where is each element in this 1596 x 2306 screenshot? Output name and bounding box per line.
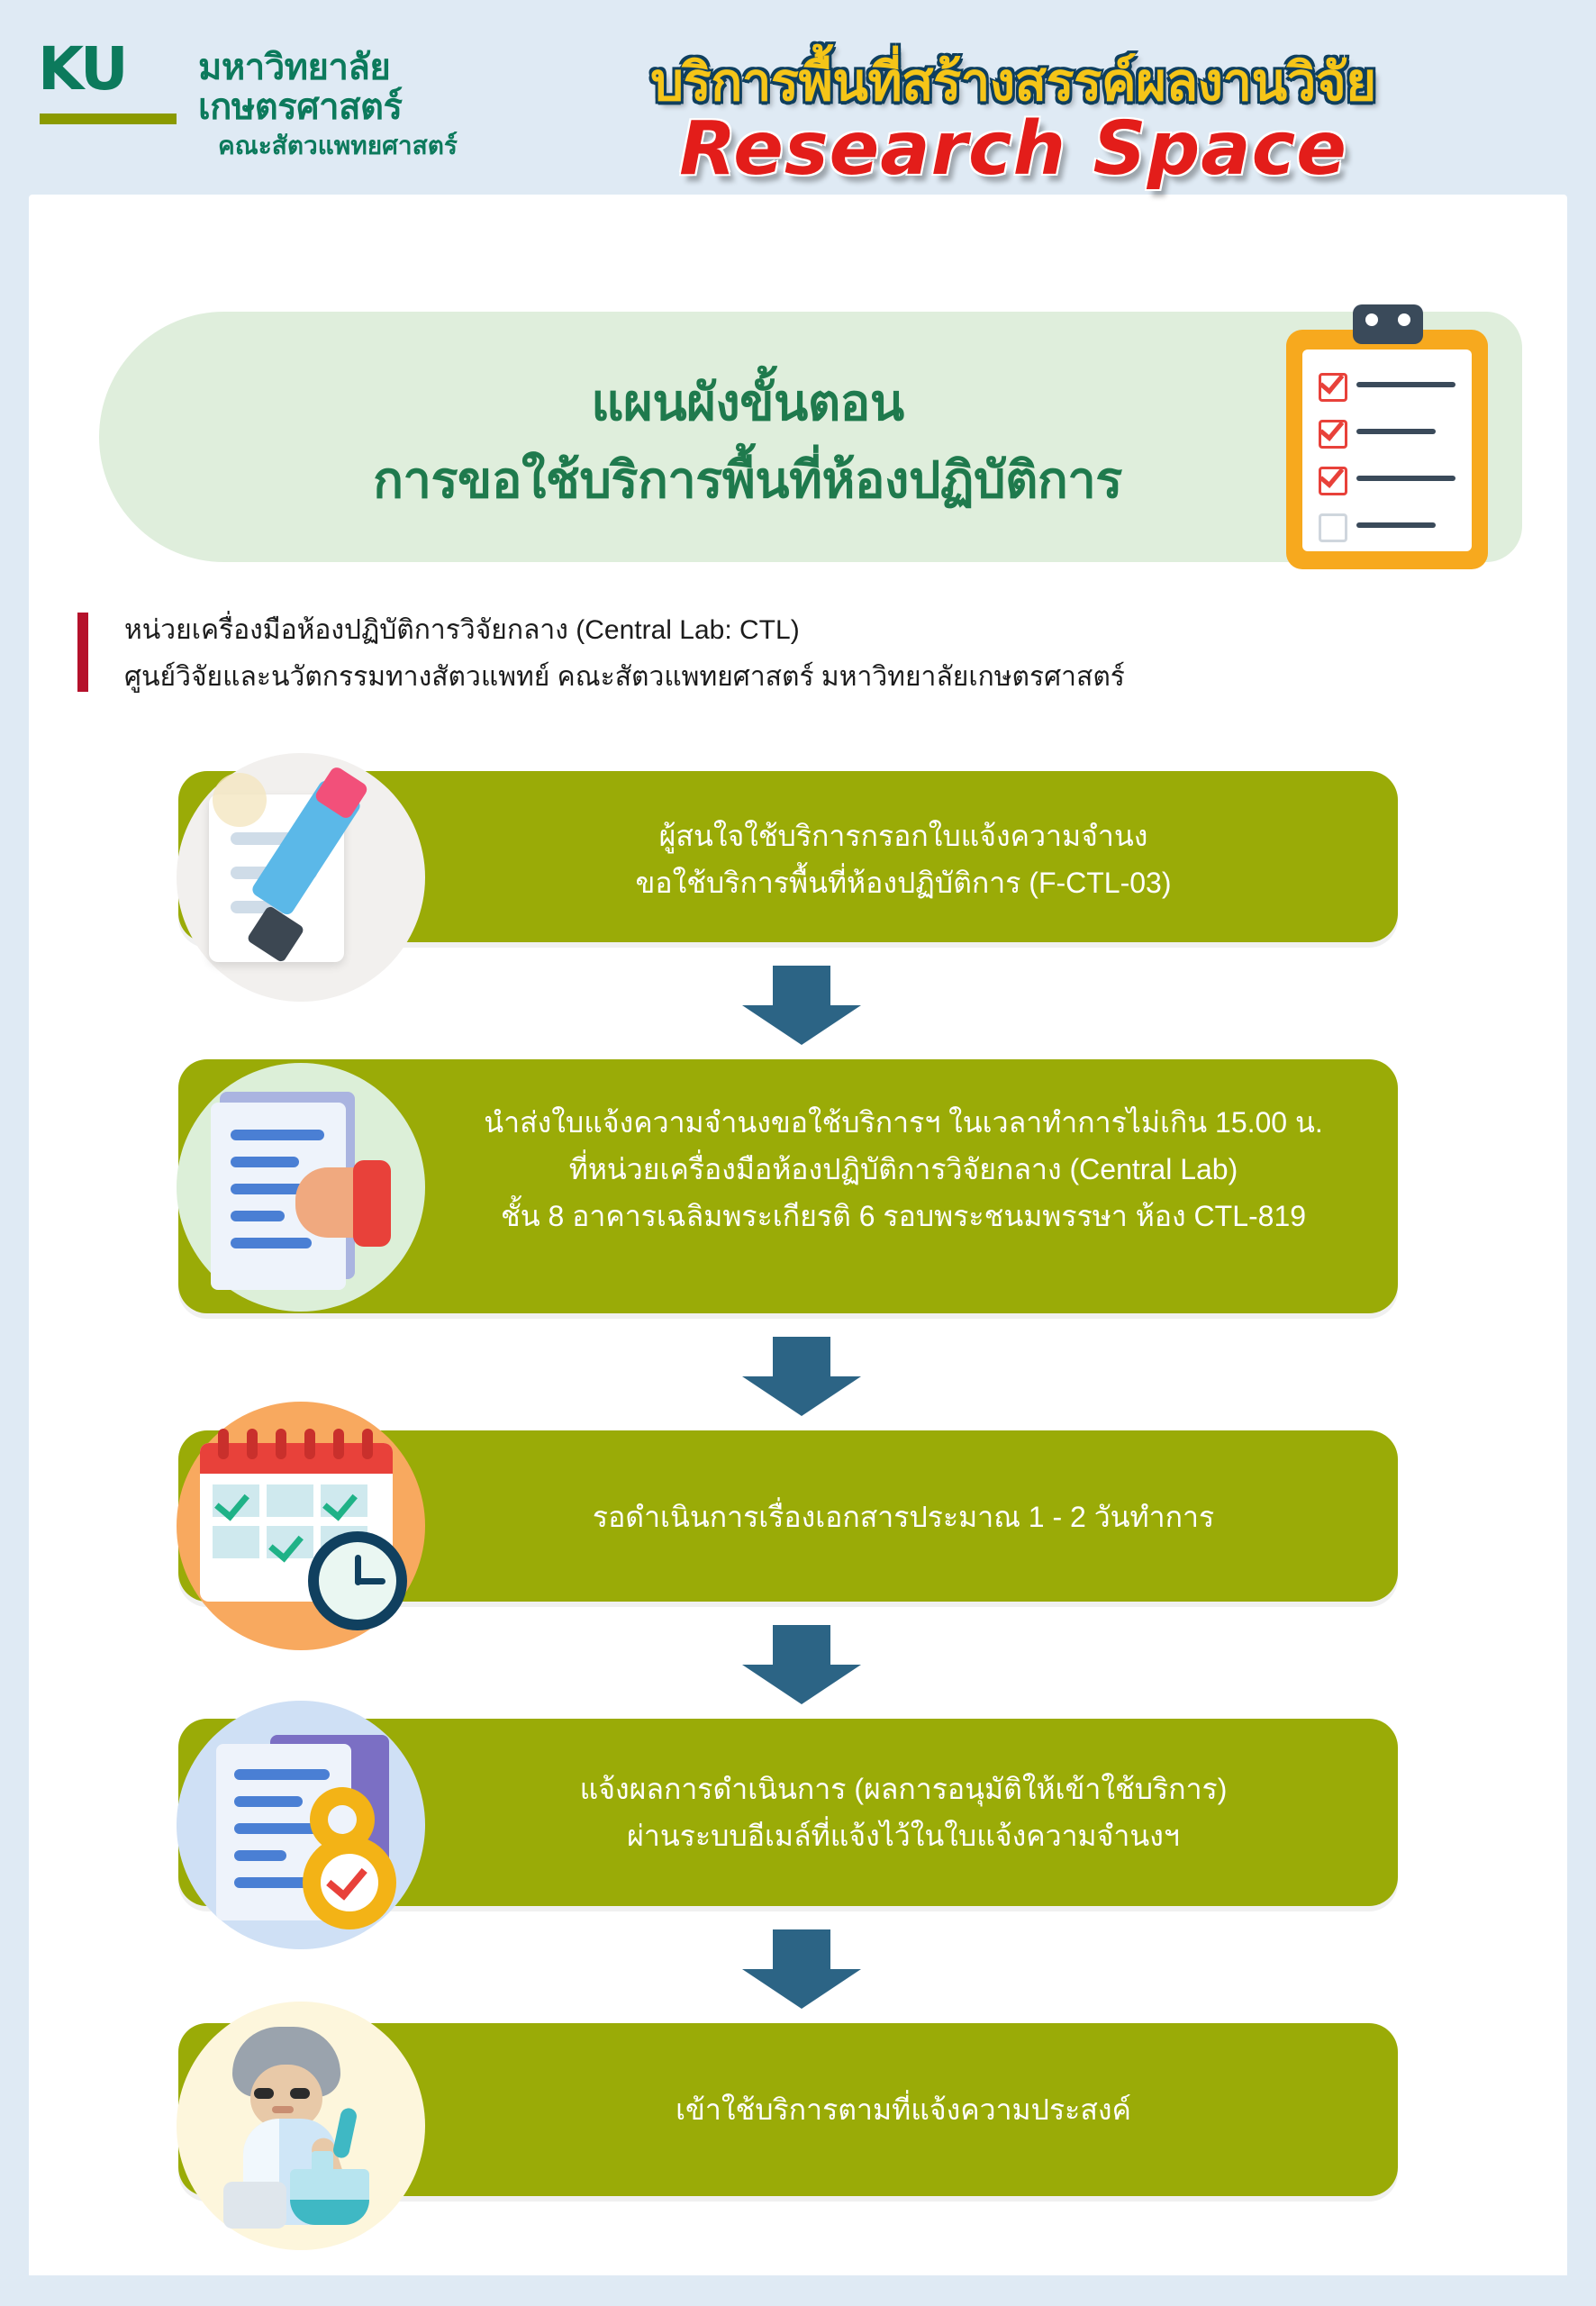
scientist-flask-icon: [177, 2002, 425, 2250]
ku-org-line1: มหาวิทยาลัย: [198, 48, 391, 87]
flow-step-1-text: ผู้สนใจใช้บริการกรอกใบแจ้งความจำนง ขอใช้บริการพื้นที่ห้องปฏิบัติการ (F-CTL-03): [635, 820, 1172, 899]
ku-logo-mark: KU: [38, 34, 126, 104]
flow-arrow-4: [742, 1929, 861, 2007]
ku-org-line2: เกษตรศาสตร์: [198, 87, 403, 127]
poster-header: [0, 0, 1596, 195]
flow-arrow-3: [742, 1625, 861, 1702]
subtitle-accent-bar: [77, 613, 88, 692]
flow-step-3-text: รอดำเนินการเรื่องเอกสารประมาณ 1 - 2 วันทำการ: [592, 1501, 1215, 1533]
banner-line1: แผนผังขั้นตอน: [591, 374, 904, 431]
clipboard-checklist-icon: [1279, 303, 1495, 573]
document-approved-gear-icon: [177, 1701, 425, 1949]
flow-step-4-text: แจ้งผลการดำเนินการ (ผลการอนุมัติให้เข้าใช้บริการ) ผ่านระบบอีเมล์ที่แจ้งไว้ในใบแจ้งความจำนงฯ: [579, 1773, 1228, 1852]
ku-faculty-label: คณะสัตวแพทยศาสตร์: [218, 132, 458, 159]
flow-step-2-text: นำส่งใบแจ้งความจำนงขอใช้บริการฯ ในเวลาทำการไม่เกิน 15.00 น. ที่หน่วยเครื่องมือห้องปฏิบัติการวิจัยกลาง (Central Lab) ชั้น 8 อาคารเฉลิมพระเกียรติ 6 รอบพระชนมพรรษา ห้อง CTL-819: [484, 1106, 1323, 1232]
subtitle-block: [77, 609, 1338, 697]
calendar-clock-icon: [177, 1402, 425, 1650]
flow-arrow-2: [742, 1337, 861, 1414]
ku-logo-underline: [40, 113, 177, 124]
hand-submit-document-icon: [177, 1063, 425, 1312]
banner-line2: การขอใช้บริการพื้นที่ห้องปฏิบัติการ: [373, 451, 1122, 508]
subtitle-line1: หน่วยเครื่องมือห้องปฏิบัติการวิจัยกลาง (Central Lab: CTL): [124, 615, 800, 645]
poster-title-thai: บริการพื้นที่สร้างสรรค์ผลงานวิจัย: [650, 53, 1376, 112]
flow-arrow-1: [742, 966, 861, 1043]
poster-title-english: Research Space: [679, 106, 1347, 192]
pencil-form-icon: [177, 753, 425, 1002]
poster-bottom-strip: [29, 2252, 1567, 2275]
ku-logo: [38, 34, 461, 164]
subtitle-line2: ศูนย์วิจัยและนวัตกรรมทางสัตวแพทย์ คณะสัตวแพทยศาสตร์ มหาวิทยาลัยเกษตรศาสตร์: [124, 662, 1125, 692]
flow-step-5-text: เข้าใช้บริการตามที่แจ้งความประสงค์: [676, 2093, 1131, 2126]
